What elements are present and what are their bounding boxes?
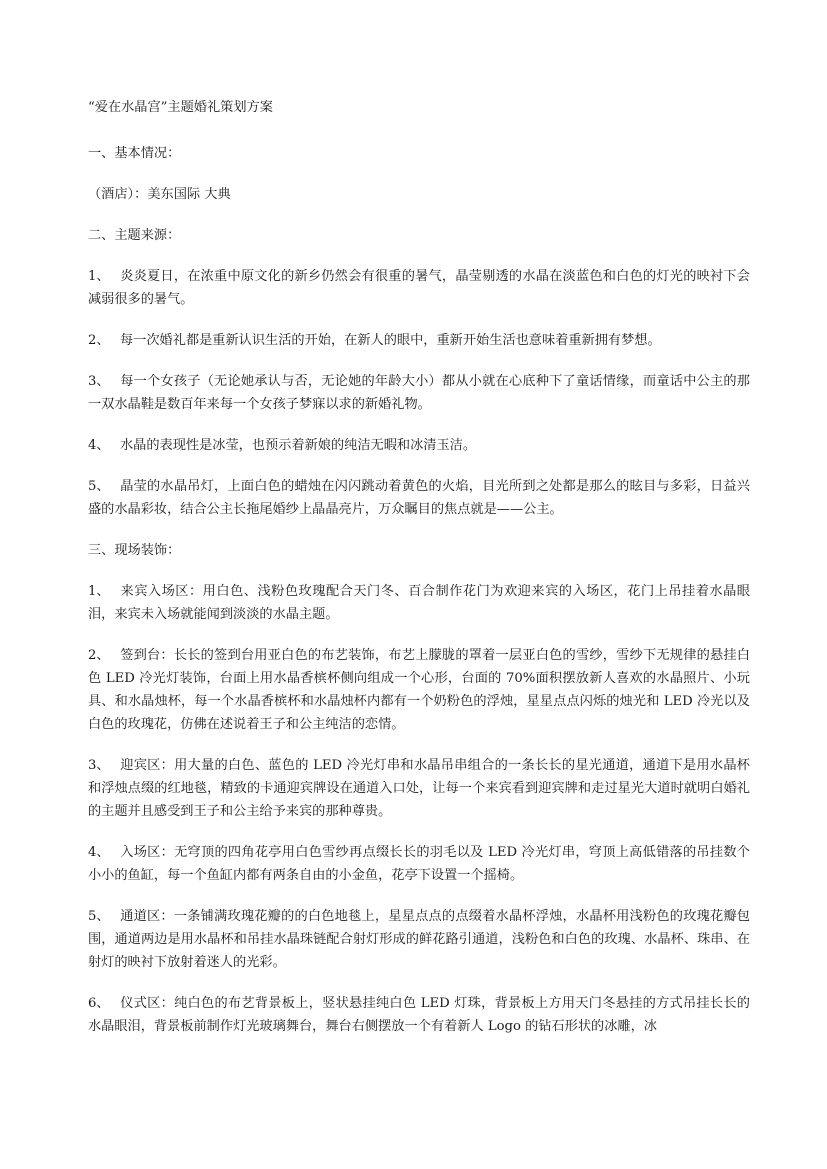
item-text: 通道区：一条铺满玫瑰花瓣的的白色地毯上，星星点点的点缀着水晶杯浮烛，水晶杯用浅粉色的玫瑰花瓣包围，通道两边是用水晶杯和吊挂水晶珠链配合射灯形成的鲜花路引通道，浅粉色和白色的玫瑰、水晶杯、珠串、在射灯的映衬下放射着迷人的光彩。 — [88, 909, 750, 970]
list-item — [88, 841, 750, 887]
item-text: 迎宾区：用大量的白色、蓝色的 LED 冷光灯串和水晶吊串组合的一条长长的星光通道，通道下是用水晶杯和浮烛点缀的红地毯，精致的卡通迎宾牌设在通道入口处，让每一个来宾看到迎宾牌和走过星光大道时就明白婚礼的主题并且感受到王子和公主给予来宾的那种尊贵。 — [88, 758, 750, 819]
item-text: 仪式区：纯白色的布艺背景板上，竖状悬挂纯白色 LED 灯珠，背景板上方用天门冬悬挂的方式吊挂长长的水晶眼泪，背景板前制作灯光玻璃舞台，舞台右侧摆放一个有着新人 Logo 的钻石形状的冰雕，冰 — [88, 996, 750, 1034]
theme-origin-list — [88, 265, 750, 521]
section-heading-theme-origin: 二、主题来源： — [88, 228, 181, 243]
item-number: 3、 — [88, 374, 110, 389]
item-text: 来宾入场区：用白色、浅粉色玫瑰配合天门冬、百合制作花门为欢迎来宾的入场区，花门上吊挂着水晶眼泪，来宾未入场就能闻到淡淡的水晶主题。 — [88, 584, 750, 622]
list-item — [88, 905, 750, 974]
item-text: 炎炎夏日，在浓重中原文化的新乡仍然会有很重的暑气，晶莹剔透的水晶在淡蓝色和白色的灯光的映衬下会减弱很多的暑气。 — [88, 269, 750, 307]
item-text: 每一次婚礼都是重新认识生活的开始，在新人的眼中，重新开始生活也意味着重新拥有梦想。 — [120, 333, 661, 348]
item-number: 5、 — [88, 479, 110, 494]
item-text: 入场区：无穹顶的四角花亭用白色雪纱再点缀长长的羽毛以及 LED 冷光灯串，穹顶上高低错落的吊挂数个小小的鱼缸，每一个鱼缸内都有两条自由的小金鱼，花亭下设置一个摇椅。 — [88, 845, 750, 883]
hotel-info: （酒店）：美东国际 大典 — [88, 187, 231, 202]
list-item — [88, 329, 750, 352]
list-item — [88, 754, 750, 823]
list-item — [88, 580, 750, 626]
item-number: 1、 — [88, 584, 110, 599]
item-text: 水晶的表现性是冰莹，也预示着新娘的纯洁无暇和冰清玉洁。 — [120, 438, 477, 453]
document-page — [88, 96, 750, 1056]
item-text: 签到台：长长的签到台用亚白色的布艺装饰，布艺上朦胧的罩着一层亚白色的雪纱，雪纱下无规律的悬挂白色 LED 冷光灯装饰，台面上用水晶香槟杯侧向组成一个心形，台面的 70%面积摆放新人喜欢的水晶照片、小玩具、和水晶烛杯，每一个水晶香槟杯和水晶烛杯内都有一个奶粉色的浮烛，星星点点闪烁的烛光和 LED 冷光以及白色的玫瑰花，仿佛在述说着王子和公主纯洁的恋情。 — [88, 648, 750, 732]
item-text: 每一个女孩子（无论她承认与否，无论她的年龄大小）都从小就在心底种下了童话情缘，而童话中公主的那一双水晶鞋是数百年来每一个女孩子梦寐以求的新婚礼物。 — [88, 374, 750, 412]
item-text: 晶莹的水晶吊灯，上面白色的蜡烛在闪闪跳动着黄色的火焰，目光所到之处都是那么的眩目与多彩，日益兴盛的水晶彩妆，结合公主长拖尾婚纱上晶晶亮片，万众瞩目的焦点就是——公主。 — [88, 479, 750, 517]
list-item — [88, 434, 750, 457]
list-item — [88, 370, 750, 416]
document-title: “爱在水晶宫”主题婚礼策划方案 — [88, 100, 273, 115]
item-number: 4、 — [88, 845, 110, 860]
item-number: 2、 — [88, 648, 110, 663]
section-heading-basic-info: 一、基本情况： — [88, 146, 181, 161]
item-number: 6、 — [88, 996, 110, 1011]
item-number: 3、 — [88, 758, 110, 773]
list-item — [88, 992, 750, 1038]
venue-decoration-list — [88, 580, 750, 1038]
item-number: 5、 — [88, 909, 110, 924]
item-number: 4、 — [88, 438, 110, 453]
list-item — [88, 644, 750, 736]
item-number: 1、 — [88, 269, 110, 284]
section-heading-venue-decoration: 三、现场装饰： — [88, 543, 181, 558]
list-item — [88, 265, 750, 311]
list-item — [88, 475, 750, 521]
item-number: 2、 — [88, 333, 110, 348]
